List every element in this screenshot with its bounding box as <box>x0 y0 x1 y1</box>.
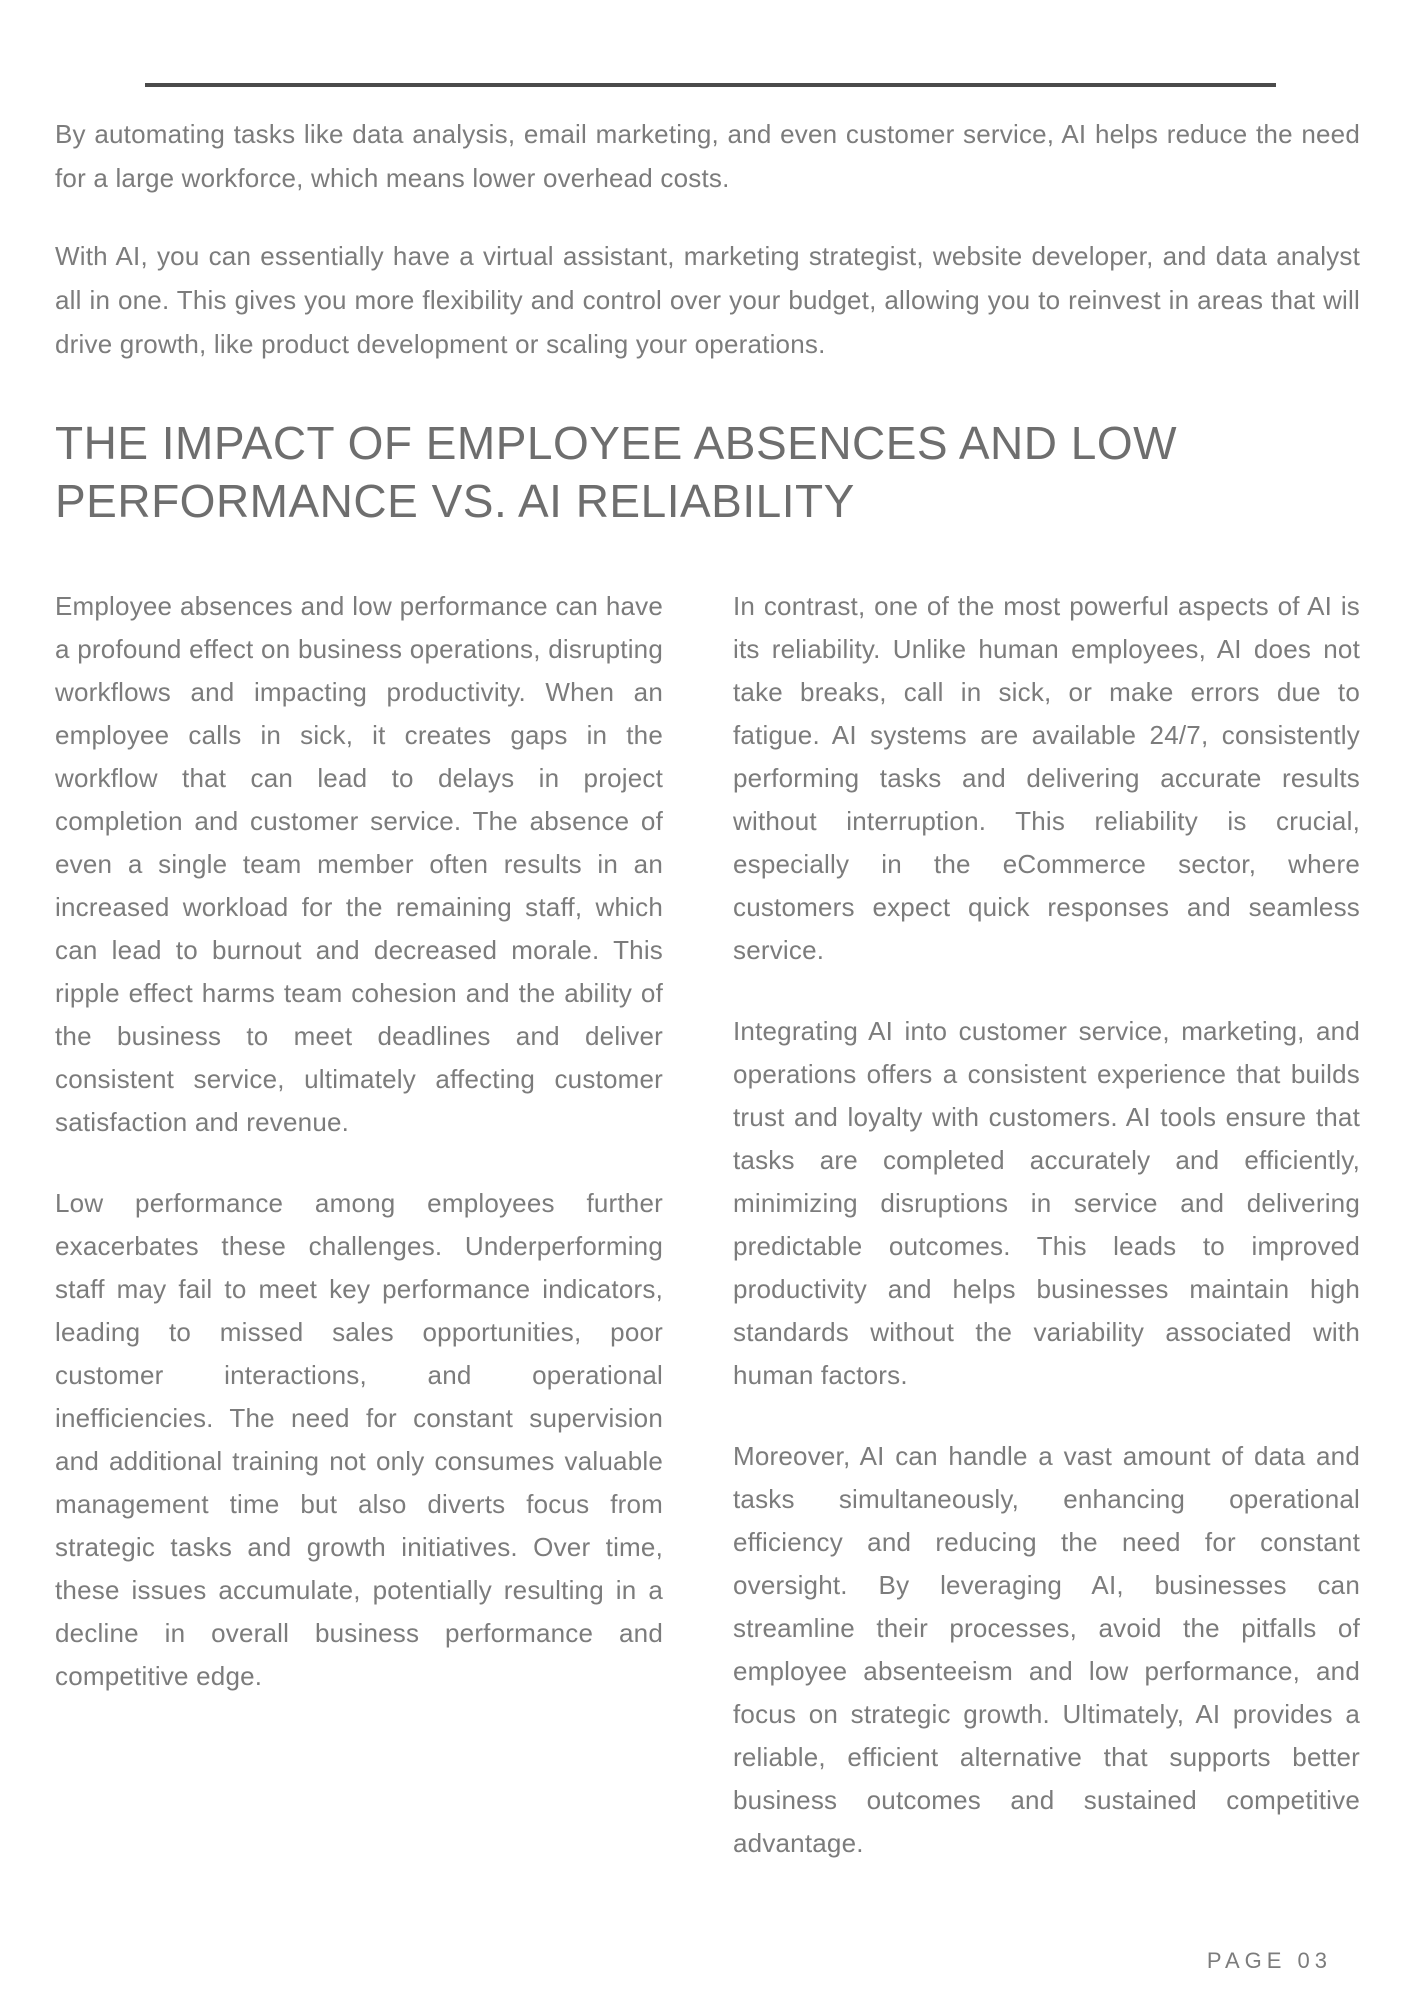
intro-paragraph: With AI, you can essentially have a virtual assistant, marketing strategist, website developer, and data analyst all in one. This gives you more flexibility and control over your budget, allowing you to reinvest in areas that will drive growth, like product development or scaling your operations. <box>55 241 1360 359</box>
body-paragraph: Employee absences and low performance can have a profound effect on business operations, disrupting workflows and impacting productivity. When an employee calls in sick, it creates gaps in the workflow that can lead to delays in project completion and customer service. The absence of even a single team member often results in an increased workload for the remaining staff, which can lead to burnout and decreased morale. This ripple effect harms team cohesion and the ability of the business to meet deadlines and deliver consistent service, ultimately affecting customer satisfaction and revenue. <box>55 591 663 1137</box>
intro-section <box>55 112 1360 400</box>
section-heading-line: PERFORMANCE VS. AI RELIABILITY <box>55 475 855 527</box>
right-column <box>733 585 1360 1865</box>
two-column-body <box>55 585 1360 1865</box>
section-heading-line: THE IMPACT OF EMPLOYEE ABSENCES AND LOW <box>55 417 1178 469</box>
intro-paragraph: By automating tasks like data analysis, email marketing, and even customer service, AI helps reduce the need for a large workforce, which means lower overhead costs. <box>55 119 1360 193</box>
body-paragraph: Low performance among employees further exacerbates these challenges. Underperforming staff may fail to meet key performance indicators, leading to missed sales opportunities, poor customer interactions, and operational inefficiencies. The need for constant supervision and additional training not only consumes valuable management time but also diverts focus from strategic tasks and growth initiatives. Over time, these issues accumulate, potentially resulting in a decline in overall business performance and competitive edge. <box>55 1188 663 1691</box>
section-heading <box>55 414 1375 530</box>
body-paragraph: Integrating AI into customer service, marketing, and operations offers a consistent experience that builds trust and loyalty with customers. AI tools ensure that tasks are completed accurately and efficiently, minimizing disruptions in service and delivering predictable outcomes. This leads to improved productivity and helps businesses maintain high standards without the variability associated with human factors. <box>733 1016 1360 1390</box>
page-number: PAGE 03 <box>1206 1948 1332 1973</box>
left-column <box>55 585 663 1865</box>
body-paragraph: In contrast, one of the most powerful aspects of AI is its reliability. Unlike human employees, AI does not take breaks, call in sick, or make errors due to fatigue. AI systems are available 24/7, consistently performing tasks and delivering accurate results without interruption. This reliability is crucial, especially in the eCommerce sector, where customers expect quick responses and seamless service. <box>733 591 1360 965</box>
top-divider-rule <box>145 83 1276 87</box>
body-paragraph: Moreover, AI can handle a vast amount of data and tasks simultaneously, enhancing operational efficiency and reducing the need for constant oversight. By leveraging AI, businesses can streamline their processes, avoid the pitfalls of employee absenteeism and low performance, and focus on strategic growth. Ultimately, AI provides a reliable, efficient alternative that supports better business outcomes and sustained competitive advantage. <box>733 1441 1360 1858</box>
